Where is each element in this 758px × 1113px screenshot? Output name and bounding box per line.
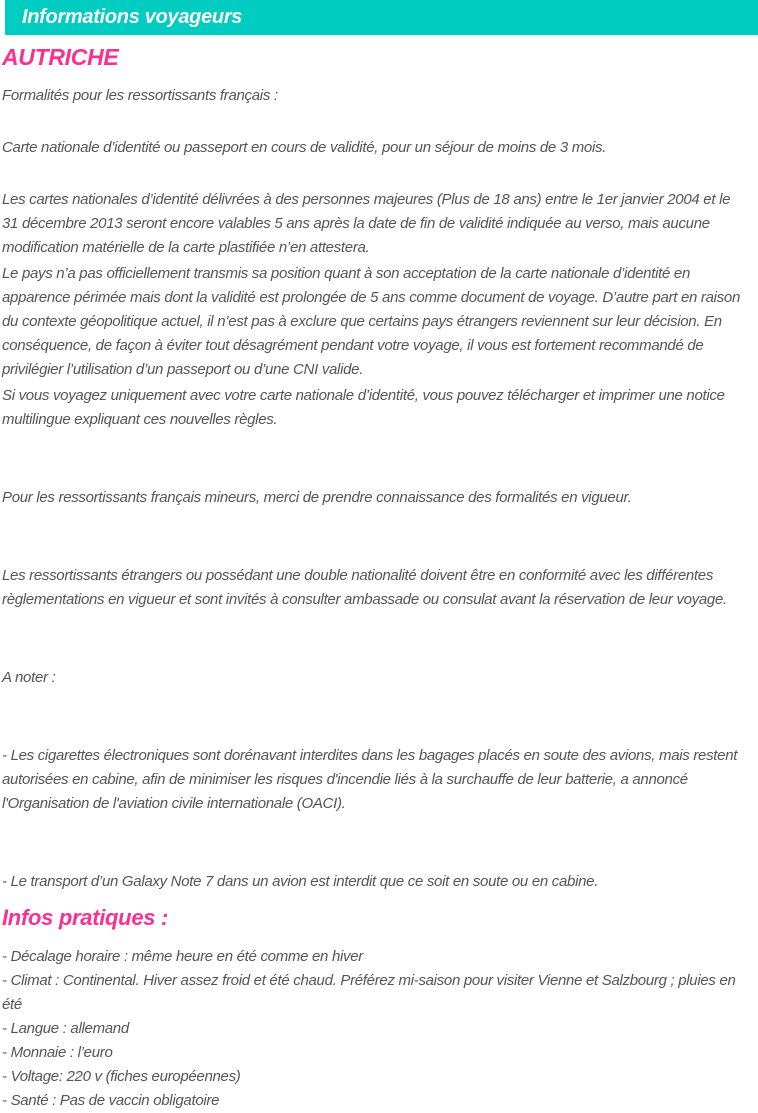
- paragraph-galaxy-note-7: - Le transport d’un Galaxy Note 7 dans un avion est interdit que ce soit en soute ou en cabine.: [2, 873, 599, 890]
- section-header-title: Informations voyageurs: [22, 6, 243, 28]
- item-climat: - Climat : Continental. Hiver assez froid et été chaud. Préférez mi-saison pour visiter Vienne et Salzbourg ; pluies en été: [2, 972, 736, 1013]
- paragraph-etrangers-double-nationalite: Les ressortissants étrangers ou possédant une double nationalité doivent être en conformité avec les différentes règlementations en vigueur et sont invités à consulter ambassade ou consulat avant la réservation de leur voyage.: [2, 567, 727, 608]
- content-area: [0, 44, 758, 1113]
- section-header-bar: [5, 0, 758, 35]
- blank-line-spacer: [2, 512, 748, 564]
- paragraph-mineurs: Pour les ressortissants français mineurs, merci de prendre connaissance des formalités en vigueur.: [2, 489, 632, 506]
- paragraph-position-pays: Le pays n’a pas officiellement transmis sa position quant à son acceptation de la carte nationale d’identité en apparence périmée mais dont la validité est prolongée de 5 ans comme document de voyage. D’autre part en raison du contexte géopolitique actuel, il n’est pas à exclure que certains pays étrangers reviennent sur leur décision. En conséquence, de façon à éviter tout désagrément pendant votre voyage, il vous est fortement recommandé de privilégier l’utilisation d’un passeport ou d’une CNI valide.: [2, 265, 740, 378]
- blank-line-spacer: [2, 818, 748, 870]
- heading-infos-pratiques: Infos pratiques :: [2, 905, 169, 930]
- blank-line-spacer: [2, 434, 748, 486]
- blank-line-spacer: [2, 614, 748, 666]
- paragraph-cigarettes-electroniques: - Les cigarettes électroniques sont dorénavant interdites dans les bagages placés en soute des avions, mais restent autorisées en cabine, afin de minimiser les risques d'incendie liés à la surchauffe de leur batterie, a annoncé l'Organisation de l'aviation civile internationale (OACI).: [2, 747, 738, 812]
- paragraph-formalites-intro: Formalités pour les ressortissants français :: [2, 87, 278, 104]
- item-monnaie: - Monnaie : l’euro: [2, 1044, 113, 1061]
- paragraph-cni-validite-5ans: Les cartes nationales d’identité délivrées à des personnes majeures (Plus de 18 ans) entre le 1er janvier 2004 et le 31 décembre 2013 seront encore valables 5 ans après la date de fin de validité indiquée au verso, mais aucune modification matérielle de la carte plastifiée n’en attestera.: [2, 191, 731, 256]
- paragraph-notice-multilingue: Si vous voyagez uniquement avec votre carte nationale d’identité, vous pouvez télécharger et imprimer une notice multilingue expliquant ces nouvelles règles.: [2, 387, 725, 428]
- blank-line-spacer: [2, 162, 748, 188]
- paragraph-carte-validite: Carte nationale d’identité ou passeport en cours de validité, pour un séjour de moins de 3 mois.: [2, 139, 607, 156]
- blank-line-spacer: [2, 110, 748, 136]
- paragraph-a-noter: A noter :: [2, 669, 56, 686]
- blank-line-spacer: [2, 692, 748, 744]
- country-heading: AUTRICHE: [2, 44, 119, 70]
- item-sante: - Santé : Pas de vaccin obligatoire: [2, 1092, 220, 1109]
- item-langue: - Langue : allemand: [2, 1020, 129, 1037]
- item-decalage-horaire: - Décalage horaire : même heure en été comme en hiver: [2, 948, 363, 965]
- item-voltage: - Voltage: 220 v (fiches européennes): [2, 1068, 241, 1085]
